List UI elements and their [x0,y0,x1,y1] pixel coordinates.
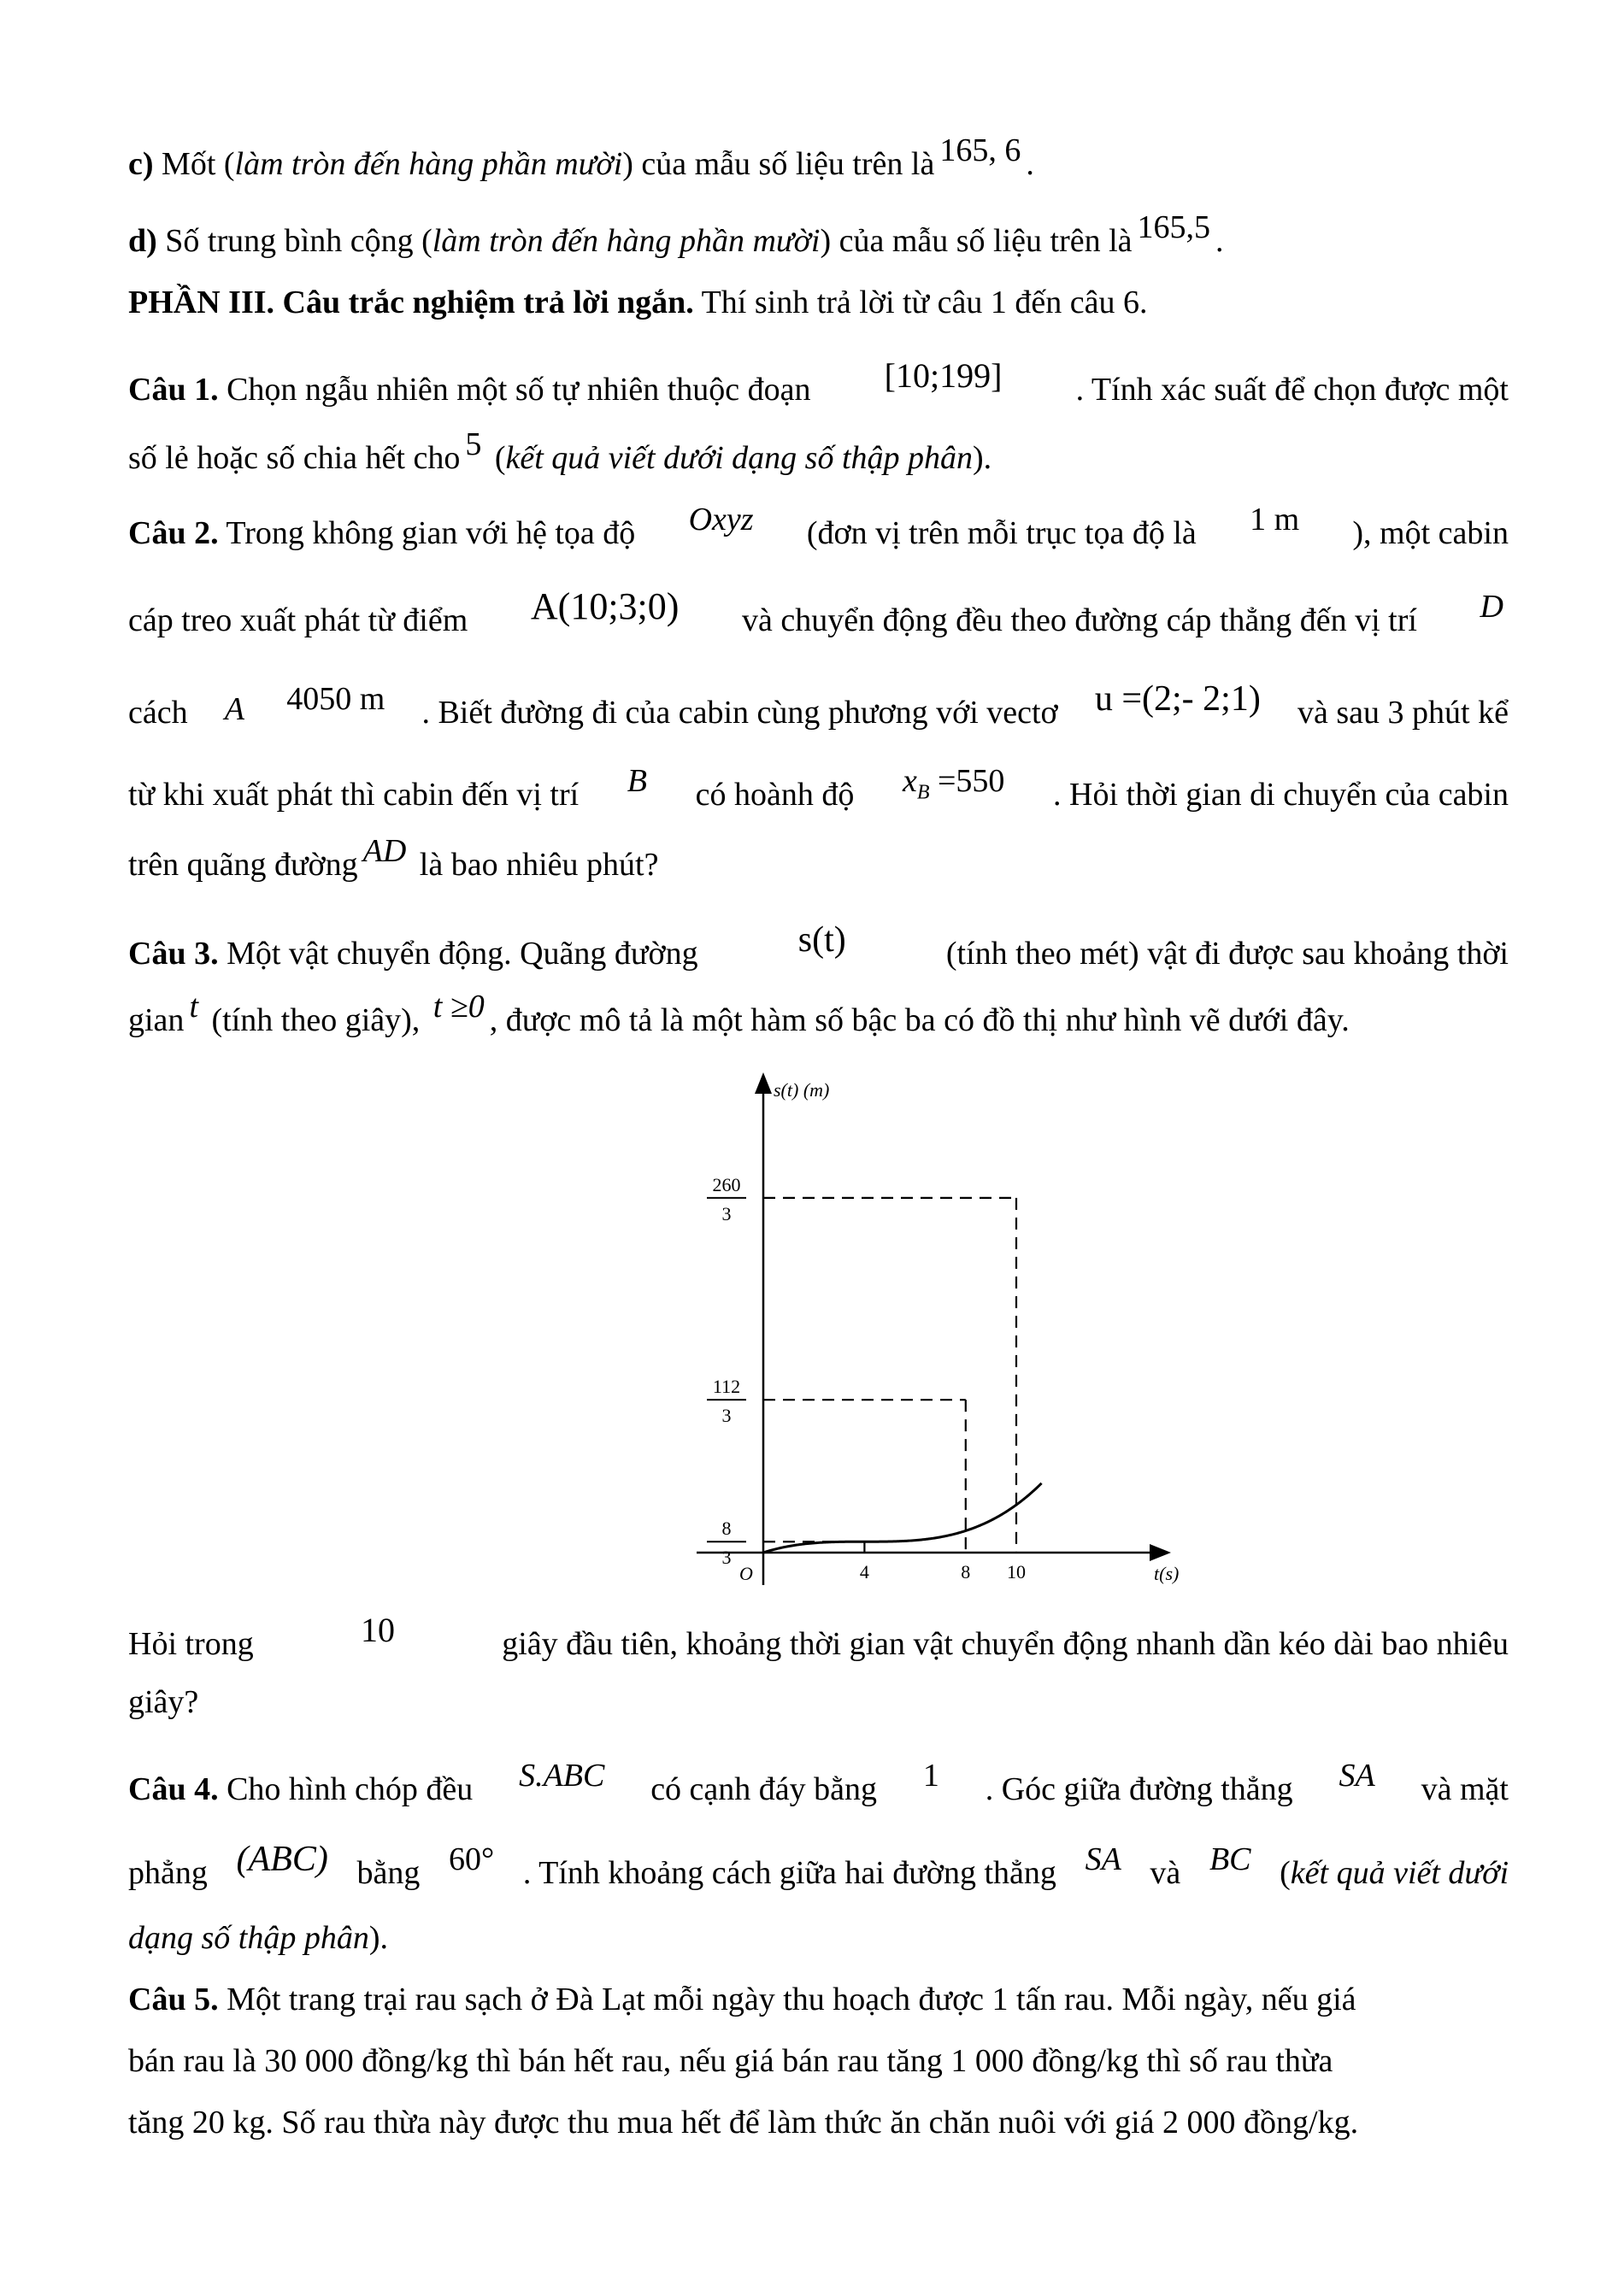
q3-line-3: Hỏi trong 10 giây đầu tiên, khoảng thời gian vật chuyển động nhanh dần kéo dài bao nhiêu [128,1611,1509,1662]
q5-line-1: Câu 5. Một trang trại rau sạch ở Đà Lạt mỗi ngày thu hoạch được 1 tấn rau. Mỗi ngày, nếu giá [128,1982,1356,2017]
q4-line-1: Câu 4. Cho hình chóp đều S.ABC có cạnh đáy bằng 1 . Góc giữa đường thẳng SA và mặt [128,1758,1509,1807]
part-3-heading: PHẦN III. Câu trắc nghiệm trả lời ngắn. Thí sinh trả lời từ câu 1 đến câu 6. [128,285,1148,320]
q4-line-2: phẳng (ABC) bằng 60° . Tính khoảng cách giữa hai đường thẳng SA và BC (kết quả viết dưới [128,1840,1509,1891]
q4-line-3: dạng số thập phân). [128,1920,389,1956]
q3-line-4: giây? [128,1684,199,1720]
x-axis-label: t(s) [1154,1563,1180,1584]
q3-line-2: gian t (tính theo giây), t ≥0 , được mô tả là một hàm số bậc ba có đồ thị như hình vẽ dưới đây. [128,989,1350,1038]
svg-text:3: 3 [721,1547,732,1569]
q2-line-3: cách A 4050 m . Biết đường đi của cabin cùng phương với vectơ u =(2;- 2;1) và sau 3 phút kể [128,679,1509,731]
q2-line-4: từ khi xuất phát thì cabin đến vị trí B có hoành độ $x_B =550$ . Hỏi thời gian di chuyển của cabin [128,774,1509,827]
motion-graph [688,1072,1192,1594]
math-mean-value: 165,5 [1137,209,1211,245]
s-t-chart [688,1072,1192,1594]
y-axis-label: s(t) (m) [774,1079,830,1101]
math-vector-u: u =(2;- 2;1) [1094,679,1261,719]
math-s-of-t: s(t) [797,920,846,960]
x-tick-label: 4 [859,1561,869,1583]
option-d: d) Số trung bình cộng (làm tròn đến hàng phần mười) của mẫu số liệu trên là 165,5 . [128,209,1224,259]
y-tick-label [707,1174,746,1224]
q1-line-1: Câu 1. Chọn ngẫu nhiên một số tự nhiên thuộc đoạn [10;199] . Tính xác suất để chọn được một [128,356,1509,408]
q1-line-2: số lẻ hoặc số chia hết cho 5 (kết quả viết dưới dạng số thập phân). [128,426,992,476]
origin-label: O [739,1563,753,1584]
svg-text:3: 3 [721,1202,732,1224]
math-mode-value: 165, 6 [939,132,1021,168]
q5-line-2: bán rau là 30 000 đồng/kg thì bán hết rau, nếu giá bán rau tăng 1 000 đồng/kg thì số rau thừa [128,2043,1333,2079]
x-tick-label: 10 [1007,1561,1026,1583]
svg-text:3: 3 [721,1405,732,1427]
svg-text:112: 112 [712,1376,741,1398]
svg-text:260: 260 [712,1173,741,1195]
option-c: c) Mốt (làm tròn đến hàng phần mười) của mẫu số liệu trên là 165, 6 . [128,132,1034,182]
x-tick-label: 8 [961,1561,971,1583]
q2-line-2: cáp treo xuất phát từ điểm A(10;3;0) và chuyển động đều theo đường cáp thẳng đến vị trí D [128,585,1503,638]
math-point-a: A(10;3;0) [530,585,680,627]
y-tick-label [707,1376,746,1426]
q3-line-1: Câu 3. Một vật chuyển động. Quãng đường s(t) (tính theo mét) vật đi được sau khoảng thời [128,920,1509,972]
math-interval: [10;199] [884,356,1003,395]
svg-text:8: 8 [721,1518,732,1540]
math-xb: $x_B =550$ [902,763,1005,804]
q5-line-3: tăng 20 kg. Số rau thừa này được thu mua hết để làm thức ăn chăn nuôi với giá 2 000 đồng/kg. [128,2105,1359,2140]
y-tick-label [707,1518,746,1568]
q2-line-1: Câu 2. Trong không gian với hệ tọa độ Oxyz (đơn vị trên mỗi trục tọa độ là 1 m ), một cabin [128,502,1509,551]
q2-line-5: trên quãng đường AD là bao nhiêu phút? [128,833,659,883]
